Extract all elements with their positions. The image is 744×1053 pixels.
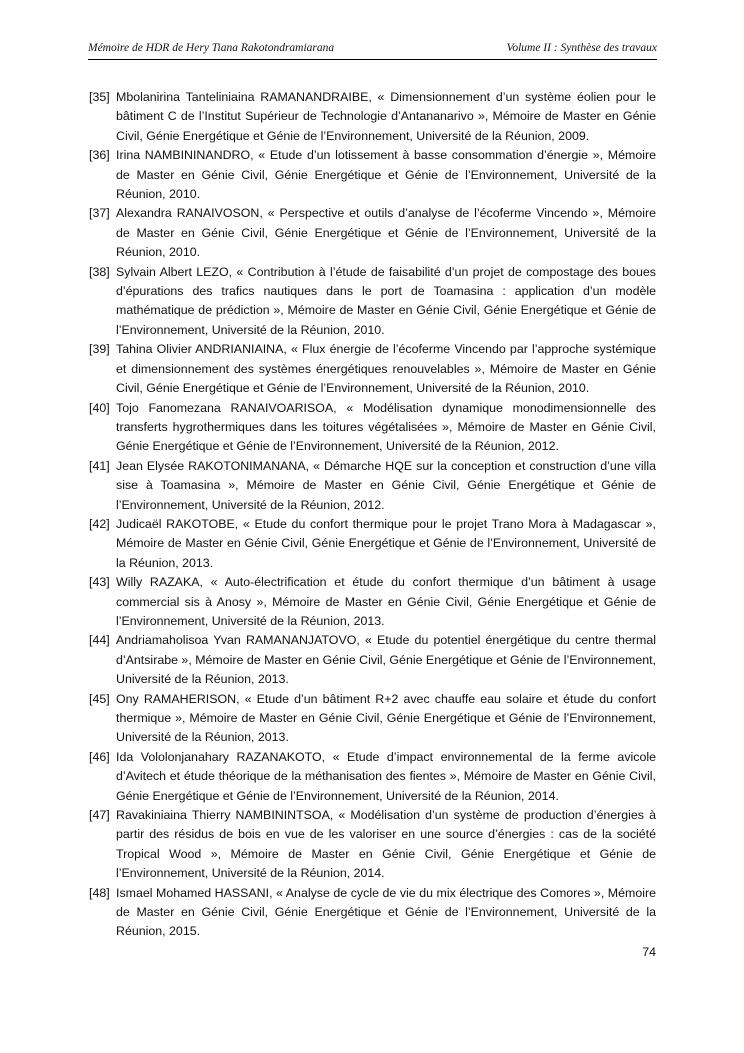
reference-item <box>89 204 656 262</box>
reference-text: Alexandra RANAIVOSON, « Perspective et outils d’analyse de l’écoferme Vincendo », Mémoire de Master en Génie Civil, Génie Energétique et Génie de l’Environnement, Université de la Réunion, 2010. <box>116 206 656 260</box>
reference-text: Jean Elysée RAKOTONIMANANA, « Démarche HQE sur la conception et construction d’une villa sise à Toamasina », Mémoire de Master en Génie Civil, Génie Energétique et Génie de l’Environnement, Université de la Réunion, 2012. <box>116 458 656 512</box>
reference-number: [37] <box>89 206 110 221</box>
reference-number: [48] <box>89 885 110 900</box>
header-right-title: Volume II : Synthèse des travaux <box>506 42 657 54</box>
reference-number: [46] <box>89 749 110 764</box>
reference-item <box>89 515 656 573</box>
running-header <box>88 41 657 59</box>
reference-item <box>89 146 656 204</box>
reference-text: Sylvain Albert LEZO, « Contribution à l’étude de faisabilité d’un projet de compostage des boues d’épurations des trafics nautiques dans le port de Toamasina : application d’un modèle mathématique de prédiction », Mémoire de Master en Génie Civil, Génie Energétique et Génie de l’Environnement, Université de la Réunion, 2010. <box>116 264 656 337</box>
reference-item <box>89 690 656 748</box>
reference-item <box>89 806 656 884</box>
reference-number: [36] <box>89 148 110 163</box>
reference-item <box>89 88 656 146</box>
reference-text: Tahina Olivier ANDRIANIAINA, « Flux énergie de l’écoferme Vincendo par l’approche systémique et dimensionnement des systèmes énergétiques renouvelables », Mémoire de Master en Génie Civil, Génie Energétique et Génie de l’Environnement, Université de la Réunion, 2010. <box>116 342 656 396</box>
reference-text: Ismael Mohamed HASSANI, « Analyse de cycle de vie du mix électrique des Comores », Mémoire de Master en Génie Civil, Génie Energétique et Génie de l’Environnement, Université de la Réunion, 2015. <box>116 885 656 939</box>
reference-item <box>89 263 656 341</box>
reference-text: Irina NAMBININANDRO, « Etude d’un lotissement à basse consommation d’énergie », Mémoire de Master en Génie Civil, Génie Energétique et Génie de l’Environnement, Université de la Réunion, 2010. <box>116 148 656 202</box>
reference-text: Judicaël RAKOTOBE, « Etude du confort thermique pour le projet Trano Mora à Madagascar », Mémoire de Master en Génie Civil, Génie Energétique et Génie de l’Environnement, Université de la Réunion, 2013. <box>116 516 656 570</box>
reference-text: Ravakiniaina Thierry NAMBININTSOA, « Modélisation d’un système de production d’énergies à partir des résidus de bois en vue de les valoriser en une source d’énergies : cas de la société Tropical Wood », Mémoire de Master en Génie Civil, Génie Energétique et Génie de l’Environnement, Université de la Réunion, 2014. <box>116 808 656 881</box>
reference-text: Ida Vololonjanahary RAZANAKOTO, « Etude d’impact environnemental de la ferme avicole d’Avitech et étude théorique de la méthanisation des fientes », Mémoire de Master en Génie Civil, Génie Energétique et Génie de l’Environnement, Université de la Réunion, 2014. <box>116 749 656 803</box>
reference-text: Willy RAZAKA, « Auto-électrification et étude du confort thermique d’un bâtiment à usage commercial sis à Anosy », Mémoire de Master en Génie Civil, Génie Energétique et Génie de l’Environnement, Université de la Réunion, 2013. <box>116 575 656 628</box>
reference-number: [44] <box>89 633 110 648</box>
reference-item <box>89 573 656 631</box>
reference-item <box>89 399 656 457</box>
reference-number: [47] <box>89 808 110 823</box>
reference-text: Tojo Fanomezana RANAIVOARISOA, « Modélisation dynamique monodimensionnelle des transferts hygrothermiques dans les toitures végétalisées », Mémoire de Master en Génie Civil, Génie Energétique et Génie de l’Environnement, Université de la Réunion, 2012. <box>116 400 656 454</box>
reference-number: [41] <box>89 458 110 473</box>
reference-item <box>89 748 656 806</box>
reference-number: [42] <box>89 516 110 531</box>
reference-number: [45] <box>89 691 110 706</box>
reference-number: [39] <box>89 342 110 357</box>
reference-number: [38] <box>89 264 110 279</box>
header-left-title: Mémoire de HDR de Hery Tiana Rakotondramiarana <box>88 42 335 54</box>
reference-number: [40] <box>89 400 110 415</box>
page-number: 74 <box>642 945 656 959</box>
reference-list <box>89 88 656 942</box>
reference-item <box>89 884 656 942</box>
reference-text: Mbolanirina Tanteliniaina RAMANANDRAIBE, « Dimensionnement d’un système éolien pour le bâtiment C de l’Institut Supérieur de Technologie d’Antananarivo », Mémoire de Master en Génie Civil, Génie Energétique et Génie de l’Environnement, Université de la Réunion, 2009. <box>116 90 656 143</box>
reference-text: Andriamaholisoa Yvan RAMANANJATOVO, « Etude du potentiel énergétique du centre thermal d’Antsirabe », Mémoire de Master en Génie Civil, Génie Energétique et Génie de l’Environnement, Université de la Réunion, 2013. <box>116 633 656 687</box>
reference-number: [35] <box>89 90 110 104</box>
reference-text: Ony RAMAHERISON, « Etude d’un bâtiment R+2 avec chauffe eau solaire et étude du confort thermique », Mémoire de Master en Génie Civil, Génie Energétique et Génie de l’Environnement, Université de la Réunion, 2013. <box>116 691 656 745</box>
header-rule <box>88 59 657 60</box>
reference-item <box>89 457 656 515</box>
reference-item <box>89 340 656 398</box>
reference-number: [43] <box>89 575 110 590</box>
reference-item <box>89 631 656 689</box>
